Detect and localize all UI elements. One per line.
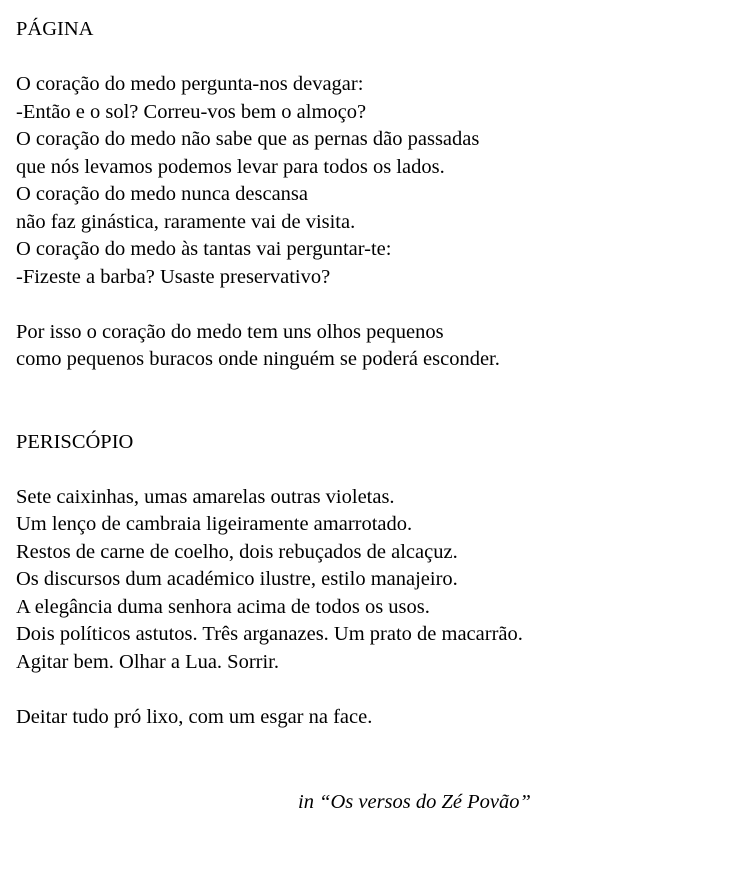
stanza [16,484,736,677]
stanza [16,319,736,374]
poem-periscopio [16,429,736,732]
poem-line: O coração do medo às tantas vai perguntar-te: [16,238,392,260]
poem-line: Restos de carne de coelho, dois rebuçados de alcaçuz. [16,540,458,563]
poem-line: não faz ginástica, raramente vai de visita. [16,210,356,233]
poem-title: PERISCÓPIO [16,430,134,453]
poem-line: Um lenço de cambraia ligeiramente amarrotado. [16,513,413,535]
poem-line: O coração do medo nunca descansa [16,183,308,205]
poem-line: que nós levamos podemos levar para todos os lados. [16,155,445,178]
poem-line: A elegância duma senhora acima de todos os usos. [16,595,430,618]
poem-line: Deitar tudo pró lixo, com um esgar na face. [16,705,373,728]
stanza [16,704,736,732]
poem-pagina [16,16,736,374]
poem-title: PÁGINA [16,18,94,40]
poem-line: O coração do medo pergunta-nos devagar: [16,73,364,95]
poem-line: como pequenos buracos onde ninguém se poderá esconder. [16,348,500,370]
poem-line: Sete caixinhas, umas amarelas outras violetas. [16,485,395,508]
stanza [16,71,736,291]
poem-line: Por isso o coração do medo tem uns olhos pequenos [16,320,444,343]
poem-line: Dois políticos astutos. Três arganazes. Um prato de macarrão. [16,623,523,645]
document-page [16,16,736,731]
source-citation: in “Os versos do Zé Povão” [298,791,531,813]
poem-line: Os discursos dum académico ilustre, estilo manajeiro. [16,568,458,590]
poem-line: -Então e o sol? Correu-vos bem o almoço? [16,100,367,123]
poem-line: O coração do medo não sabe que as pernas dão passadas [16,128,480,150]
poem-line: -Fizeste a barba? Usaste preservativo? [16,265,331,288]
poem-line: Agitar bem. Olhar a Lua. Sorrir. [16,650,280,673]
